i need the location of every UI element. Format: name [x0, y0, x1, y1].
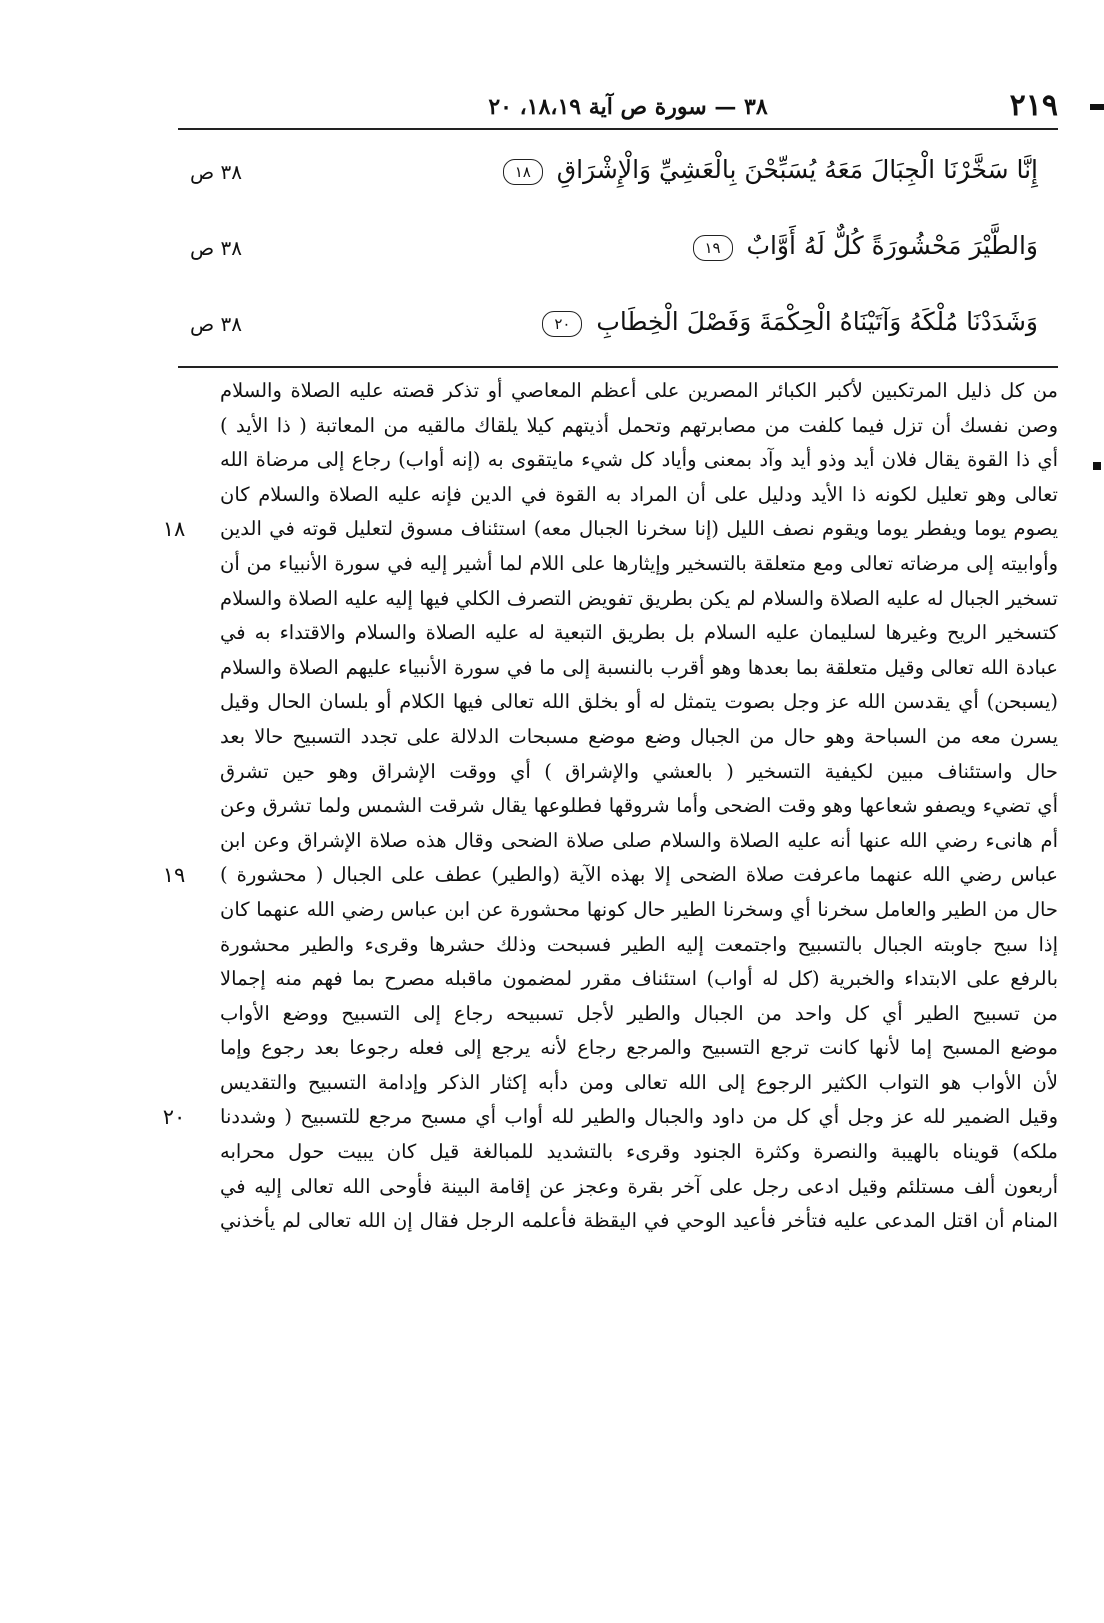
commentary-text: ملكه) قويناه بالهيبة والنصرة وكثرة الجنود وقرىء بالتشديد للمبالغة قيل كان يبيت حول محرابه	[220, 1140, 1058, 1164]
commentary-text: تسخير الجبال له عليه الصلاة والسلام لم يكن بطريق تفويض التصرف الكلي فيها إليه عليه الصلاة والسلام	[220, 586, 1058, 610]
verse-row	[178, 292, 1058, 368]
commentary-line	[150, 443, 1058, 478]
commentary-line	[150, 893, 1058, 928]
commentary-text: أي تضيء ويصفو شعاعها وهو وقت الضحى وأما شروقها فطلوعها يقال شرقت الشمس ولما تشرق وعن	[220, 794, 1058, 818]
commentary-text: يسرن معه من السباحة وهو حال من الجبال وضع موضع مسبحات الدلالة على تجدد التسبيح حالا بعد	[220, 724, 1058, 748]
page-number: ٢١٩	[1009, 88, 1058, 123]
commentary-line	[150, 789, 1058, 824]
scan-edge-mark	[1090, 104, 1104, 110]
section-rule	[178, 366, 1058, 368]
commentary-line	[150, 858, 1058, 893]
commentary-text: وأوابيته إلى مرضاته تعالى ومع متعلقة بالتسخير وإيثارها على اللام لما أشير إليه في سورة الأنبياء من أن	[220, 551, 1058, 575]
verse-text	[542, 302, 1038, 342]
commentary-text: أي ذا القوة يقال فلان أيد وذو أيد وآد بمعنى وأياد كل شيء مايتقوى به (إنه أواب) رجاع إلى مرضاة الله	[220, 448, 1058, 472]
commentary-text: حال من الطير والعامل سخرنا أي وسخرنا الطير حال كونها محشورة عن ابن عباس رضي الله عنهما كان	[220, 897, 1058, 921]
verse-text	[693, 226, 1039, 266]
commentary-line	[150, 616, 1058, 651]
commentary-text: عباس رضي الله عنهما ماعرفت صلاة الضحى إلا بهذه الآية (والطير) عطف على الجبال ( محشورة )	[220, 863, 1058, 887]
quran-verses-block	[178, 140, 1058, 368]
commentary-line	[150, 1135, 1058, 1170]
verse-marker: ١٨	[162, 517, 186, 542]
commentary-text: عبادة الله تعالى وقيل متعلقة بما بعدها وهو أقرب بالنسبة إلى ما في سورة الأنبياء عليهم الصلاة والسلام	[220, 655, 1058, 679]
commentary-text: من تسبيح الطير أي كل واحد من الجبال والطير لأجل تسبيحه رجاع إلى التسبيح ووضع الأواب	[220, 1001, 1058, 1025]
verse-reference: ٣٨ ص	[190, 160, 243, 184]
verse-row	[178, 140, 1058, 216]
verse-content: وَالطَّيْرَ مَحْشُورَةً كُلٌّ لَهُ أَوَّابٌ	[746, 231, 1038, 260]
verse-content: وَشَدَدْنَا مُلْكَهُ وَآتَيْنَاهُ الْحِكْمَةَ وَفَصْلَ الْخِطَابِ	[596, 307, 1038, 336]
commentary-text: حال واستئناف مبين لكيفية التسخير ( بالعشي والإشراق ) أي ووقت الإشراق وهو حين تشرق	[220, 759, 1058, 783]
commentary-line	[150, 1031, 1058, 1066]
commentary-text: موضع المسبح إما لأنها كانت ترجع التسبيح والمرجع رجاع لأنه يرجع إلى فعله رجوعا بعد رجوع وإما	[220, 1036, 1058, 1060]
commentary-line	[150, 547, 1058, 582]
commentary-line	[150, 409, 1058, 444]
commentary-line	[150, 651, 1058, 686]
commentary-line	[150, 582, 1058, 617]
verse-reference: ٣٨ ص	[190, 236, 243, 260]
verse-marker: ١٩	[162, 863, 186, 888]
commentary-line	[150, 478, 1058, 513]
tafsir-commentary	[150, 374, 1058, 1239]
commentary-line	[150, 1100, 1058, 1135]
commentary-text: تعالى وهو تعليل لكونه ذا الأيد ودليل على أن المراد به القوة في الدين فإنه عليه الصلاة والسلام كان	[220, 482, 1058, 506]
verse-marker: ٢٠	[162, 1105, 186, 1130]
commentary-line	[150, 755, 1058, 790]
commentary-line	[150, 512, 1058, 547]
commentary-text: من كل ذليل المرتكبين لأكبر الكبائر المصرين على أعظم المعاصي أو تذكر قصته عليه الصلاة والسلام	[220, 379, 1058, 402]
commentary-line	[150, 685, 1058, 720]
running-title: ٣٨ — سورة ص آية ١٨،١٩، ٢٠	[488, 94, 768, 120]
commentary-line	[150, 374, 1058, 409]
commentary-text: وقيل الضمير لله عز وجل أي كل من داود والجبال والطير لله أواب أي مسبح مرجع للتسبيح ( وشددنا	[220, 1105, 1058, 1129]
commentary-text: بالرفع على الابتداء والخبرية (كل له أواب) استئناف مقرر لمضمون ماقبله مصرح بما فهم منه إجمالا	[220, 967, 1058, 991]
verse-number-medallion: ٢٠	[542, 311, 582, 337]
verse-number-medallion: ١٨	[503, 159, 543, 185]
commentary-line	[150, 1170, 1058, 1205]
scan-edge-mark	[1093, 462, 1101, 470]
commentary-text: كتسخير الريح وغيرها لسليمان عليه السلام بل بطريق التبعية له عليه الصلاة والسلام والاقتداء به في	[220, 621, 1058, 645]
commentary-text: لأن الأواب هو التواب الكثير الرجوع إلى الله تعالى ومن دأبه إكثار الذكر وإدامة التسبيح والتقديس	[220, 1070, 1058, 1094]
commentary-text: (يسبحن) أي يقدسن الله عز وجل بصوت يتمثل له أو بخلق الله تعالى فيها الكلام أو بلسان الحال وقيل	[220, 690, 1058, 714]
commentary-line	[150, 962, 1058, 997]
verse-number-medallion: ١٩	[693, 235, 733, 261]
commentary-line	[150, 997, 1058, 1032]
verse-reference: ٣٨ ص	[190, 312, 243, 336]
commentary-text: وصن نفسك أن تزل فيما كلفت من مصابرتهم وتحمل أذيتهم كيلا يلقاك مالقيه من المعاتبة ( ذا الأيد )	[220, 413, 1058, 437]
header-rule	[178, 128, 1058, 130]
commentary-line	[150, 1066, 1058, 1101]
commentary-line	[150, 1204, 1058, 1239]
verse-content: إِنَّا سَخَّرْنَا الْجِبَالَ مَعَهُ يُسَبِّحْنَ بِالْعَشِيِّ وَالْإِشْرَاقِ	[556, 155, 1038, 184]
commentary-text: إذا سبح جاوبته الجبال بالتسبيح واجتمعت إليه الطير فسبحت وذلك حشرها وقرىء والطير محشورة	[220, 932, 1058, 956]
commentary-text: أربعون ألف مستلئم وقيل ادعى رجل على آخر بقرة وعجز عن إقامة البينة فأوحى الله تعالى إليه في	[220, 1174, 1058, 1198]
commentary-line	[150, 720, 1058, 755]
verse-text	[503, 150, 1038, 190]
commentary-line	[150, 824, 1058, 859]
commentary-text: أم هانىء رضي الله عنها أنه عليه الصلاة والسلام صلى صلاة الضحى وقال هذه صلاة الإشراق وعن ابن	[220, 828, 1058, 852]
verse-row	[178, 216, 1058, 292]
commentary-text: المنام أن اقتل المدعى عليه فتأخر فأعيد الوحي في اليقظة فأعلمه الرجل فقال إن الله تعالى لم يأخذني	[220, 1209, 1058, 1233]
commentary-text: يصوم يوما ويفطر يوما ويقوم نصف الليل (إنا سخرنا الجبال معه) استئناف مسوق لتعليل قوته في الدين	[220, 517, 1058, 541]
page-header	[178, 88, 1058, 128]
commentary-line	[150, 928, 1058, 963]
